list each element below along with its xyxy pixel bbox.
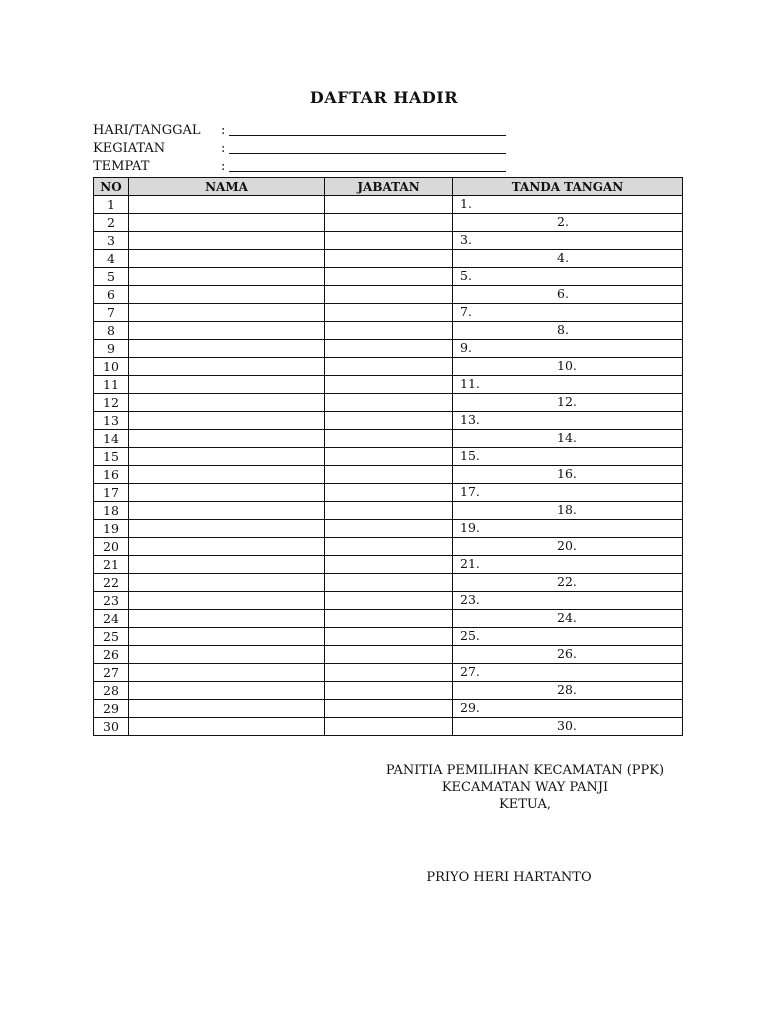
row-number: 6	[94, 286, 129, 304]
signature-cell[interactable]	[453, 412, 683, 430]
jabatan-cell[interactable]	[325, 682, 453, 700]
jabatan-cell[interactable]	[325, 232, 453, 250]
row-number: 23	[94, 592, 129, 610]
jabatan-cell[interactable]	[325, 538, 453, 556]
signature-number: 24.	[557, 610, 577, 625]
table-row	[94, 466, 683, 484]
nama-cell[interactable]	[129, 664, 325, 682]
jabatan-cell[interactable]	[325, 322, 453, 340]
table-row	[94, 268, 683, 286]
nama-cell[interactable]	[129, 448, 325, 466]
signature-cell[interactable]	[453, 538, 683, 556]
signature-number: 2.	[557, 214, 569, 229]
signature-number: 22.	[557, 574, 577, 589]
table-row	[94, 628, 683, 646]
table-row	[94, 700, 683, 718]
jabatan-cell[interactable]	[325, 718, 453, 736]
signature-number: 30.	[557, 718, 577, 733]
row-number: 28	[94, 682, 129, 700]
table-row	[94, 304, 683, 322]
signature-number: 16.	[557, 466, 577, 481]
column-header-nama: NAMA	[129, 178, 325, 196]
nama-cell[interactable]	[129, 322, 325, 340]
nama-cell[interactable]	[129, 412, 325, 430]
column-header-tanda-tangan: TANDA TANGAN	[453, 178, 683, 196]
table-row	[94, 556, 683, 574]
table-row	[94, 574, 683, 592]
table-row	[94, 538, 683, 556]
nama-cell[interactable]	[129, 358, 325, 376]
jabatan-cell[interactable]	[325, 466, 453, 484]
signature-number: 25.	[460, 628, 480, 643]
jabatan-cell[interactable]	[325, 340, 453, 358]
field-colon: :	[221, 159, 226, 174]
signature-number: 18.	[557, 502, 577, 517]
row-number: 17	[94, 484, 129, 502]
signature-number: 20.	[557, 538, 577, 553]
table-row	[94, 610, 683, 628]
org-line-1: PANITIA PEMILIHAN KECAMATAN (PPK)	[385, 763, 665, 778]
table-row	[94, 376, 683, 394]
field-row-place	[93, 158, 506, 176]
signature-number: 6.	[557, 286, 569, 301]
table-body	[94, 196, 683, 736]
row-number: 11	[94, 376, 129, 394]
org-line-2: KECAMATAN WAY PANJI	[441, 780, 609, 795]
field-colon: :	[221, 123, 226, 138]
jabatan-cell[interactable]	[325, 394, 453, 412]
nama-cell[interactable]	[129, 268, 325, 286]
signature-number: 19.	[460, 520, 480, 535]
signature-cell[interactable]	[453, 376, 683, 394]
table-row	[94, 520, 683, 538]
table-row	[94, 358, 683, 376]
table-row	[94, 286, 683, 304]
signature-number: 4.	[557, 250, 569, 265]
signature-cell[interactable]	[453, 430, 683, 448]
signature-cell[interactable]	[453, 340, 683, 358]
table-row	[94, 250, 683, 268]
row-number: 5	[94, 268, 129, 286]
signature-number: 11.	[460, 376, 480, 391]
nama-cell[interactable]	[129, 700, 325, 718]
jabatan-cell[interactable]	[325, 574, 453, 592]
row-number: 29	[94, 700, 129, 718]
row-number: 30	[94, 718, 129, 736]
signer-position: KETUA,	[499, 797, 551, 812]
signature-number: 28.	[557, 682, 577, 697]
row-number: 7	[94, 304, 129, 322]
signature-number: 1.	[460, 196, 472, 211]
nama-cell[interactable]	[129, 538, 325, 556]
signature-cell[interactable]	[453, 502, 683, 520]
jabatan-cell[interactable]	[325, 610, 453, 628]
jabatan-cell[interactable]	[325, 214, 453, 232]
signature-number: 27.	[460, 664, 480, 679]
signature-cell[interactable]	[453, 268, 683, 286]
signature-number: 7.	[460, 304, 472, 319]
signature-cell[interactable]	[453, 358, 683, 376]
signature-cell[interactable]	[453, 250, 683, 268]
field-label: TEMPAT	[93, 159, 150, 174]
row-number: 25	[94, 628, 129, 646]
signature-cell[interactable]	[453, 718, 683, 736]
jabatan-cell[interactable]	[325, 556, 453, 574]
jabatan-cell[interactable]	[325, 286, 453, 304]
row-number: 9	[94, 340, 129, 358]
signature-number: 14.	[557, 430, 577, 445]
jabatan-cell[interactable]	[325, 196, 453, 214]
field-label: HARI/TANGGAL	[93, 123, 201, 138]
jabatan-cell[interactable]	[325, 268, 453, 286]
nama-cell[interactable]	[129, 556, 325, 574]
jabatan-cell[interactable]	[325, 448, 453, 466]
fill-line	[229, 140, 506, 154]
fill-line	[229, 122, 506, 136]
jabatan-cell[interactable]	[325, 430, 453, 448]
nama-cell[interactable]	[129, 520, 325, 538]
field-label: KEGIATAN	[93, 141, 166, 156]
table-row	[94, 646, 683, 664]
nama-cell[interactable]	[129, 646, 325, 664]
signature-number: 23.	[460, 592, 480, 607]
signature-number: 12.	[557, 394, 577, 409]
signature-cell[interactable]	[453, 466, 683, 484]
table-row	[94, 502, 683, 520]
signature-cell[interactable]	[453, 646, 683, 664]
row-number: 20	[94, 538, 129, 556]
nama-cell[interactable]	[129, 304, 325, 322]
signature-cell[interactable]	[453, 196, 683, 214]
jabatan-cell[interactable]	[325, 628, 453, 646]
field-row-activity	[93, 140, 506, 158]
signature-number: 13.	[460, 412, 480, 427]
row-number: 15	[94, 448, 129, 466]
row-number: 8	[94, 322, 129, 340]
jabatan-cell[interactable]	[325, 250, 453, 268]
nama-cell[interactable]	[129, 592, 325, 610]
row-number: 10	[94, 358, 129, 376]
signature-number: 15.	[460, 448, 480, 463]
table-row	[94, 682, 683, 700]
row-number: 24	[94, 610, 129, 628]
jabatan-cell[interactable]	[325, 304, 453, 322]
jabatan-cell[interactable]	[325, 502, 453, 520]
attendance-table	[93, 177, 683, 736]
signer-name: PRIYO HERI HARTANTO	[426, 870, 592, 885]
table-header-row	[94, 178, 683, 196]
table-row	[94, 322, 683, 340]
jabatan-cell[interactable]	[325, 376, 453, 394]
row-number: 18	[94, 502, 129, 520]
signature-cell[interactable]	[453, 556, 683, 574]
signature-cell[interactable]	[453, 682, 683, 700]
column-header-no: NO	[94, 178, 129, 196]
column-header-jabatan: JABATAN	[325, 178, 453, 196]
jabatan-cell[interactable]	[325, 664, 453, 682]
nama-cell[interactable]	[129, 232, 325, 250]
table-row	[94, 394, 683, 412]
signature-number: 8.	[557, 322, 569, 337]
row-number: 3	[94, 232, 129, 250]
table-row	[94, 592, 683, 610]
table-row	[94, 664, 683, 682]
nama-cell[interactable]	[129, 682, 325, 700]
signature-cell[interactable]	[453, 610, 683, 628]
signature-cell[interactable]	[453, 628, 683, 646]
jabatan-cell[interactable]	[325, 592, 453, 610]
jabatan-cell[interactable]	[325, 484, 453, 502]
nama-cell[interactable]	[129, 574, 325, 592]
signature-number: 9.	[460, 340, 472, 355]
nama-cell[interactable]	[129, 610, 325, 628]
nama-cell[interactable]	[129, 394, 325, 412]
nama-cell[interactable]	[129, 430, 325, 448]
row-number: 22	[94, 574, 129, 592]
table-row	[94, 448, 683, 466]
signature-cell[interactable]	[453, 520, 683, 538]
table-row	[94, 430, 683, 448]
signature-cell[interactable]	[453, 394, 683, 412]
table-row	[94, 412, 683, 430]
table-row	[94, 718, 683, 736]
row-number: 21	[94, 556, 129, 574]
signature-number: 5.	[460, 268, 472, 283]
signature-cell[interactable]	[453, 574, 683, 592]
nama-cell[interactable]	[129, 376, 325, 394]
nama-cell[interactable]	[129, 628, 325, 646]
header-fields	[93, 122, 506, 176]
table-row	[94, 232, 683, 250]
nama-cell[interactable]	[129, 466, 325, 484]
row-number: 27	[94, 664, 129, 682]
signature-number: 21.	[460, 556, 480, 571]
page-title: DAFTAR HADIR	[309, 88, 459, 107]
nama-cell[interactable]	[129, 502, 325, 520]
signature-cell[interactable]	[453, 214, 683, 232]
row-number: 12	[94, 394, 129, 412]
nama-cell[interactable]	[129, 286, 325, 304]
signature-number: 29.	[460, 700, 480, 715]
nama-cell[interactable]	[129, 250, 325, 268]
signature-cell[interactable]	[453, 484, 683, 502]
fill-line	[229, 158, 506, 172]
signature-cell[interactable]	[453, 664, 683, 682]
field-colon: :	[221, 141, 226, 156]
jabatan-cell[interactable]	[325, 520, 453, 538]
nama-cell[interactable]	[129, 718, 325, 736]
jabatan-cell[interactable]	[325, 358, 453, 376]
jabatan-cell[interactable]	[325, 700, 453, 718]
field-row-date	[93, 122, 506, 140]
row-number: 1	[94, 196, 129, 214]
table-row	[94, 484, 683, 502]
signature-cell[interactable]	[453, 286, 683, 304]
signature-cell[interactable]	[453, 592, 683, 610]
signature-cell[interactable]	[453, 700, 683, 718]
signature-cell[interactable]	[453, 232, 683, 250]
signature-cell[interactable]	[453, 448, 683, 466]
jabatan-cell[interactable]	[325, 412, 453, 430]
row-number: 4	[94, 250, 129, 268]
nama-cell[interactable]	[129, 340, 325, 358]
row-number: 2	[94, 214, 129, 232]
jabatan-cell[interactable]	[325, 646, 453, 664]
row-number: 19	[94, 520, 129, 538]
signature-cell[interactable]	[453, 322, 683, 340]
nama-cell[interactable]	[129, 484, 325, 502]
signature-number: 17.	[460, 484, 480, 499]
signature-block	[380, 762, 670, 813]
signature-number: 26.	[557, 646, 577, 661]
row-number: 14	[94, 430, 129, 448]
signature-cell[interactable]	[453, 304, 683, 322]
nama-cell[interactable]	[129, 214, 325, 232]
table-row	[94, 340, 683, 358]
row-number: 16	[94, 466, 129, 484]
signature-number: 10.	[557, 358, 577, 373]
signature-number: 3.	[460, 232, 472, 247]
row-number: 26	[94, 646, 129, 664]
table-row	[94, 214, 683, 232]
row-number: 13	[94, 412, 129, 430]
table-row	[94, 196, 683, 214]
nama-cell[interactable]	[129, 196, 325, 214]
